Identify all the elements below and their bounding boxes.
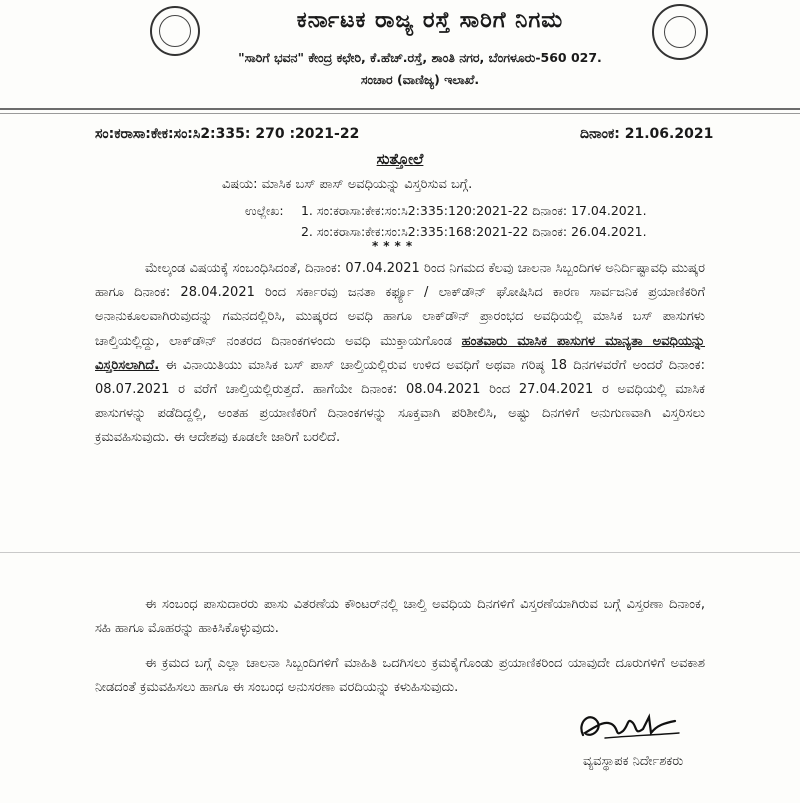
references-label: ಉಲ್ಲೇಖ:	[245, 203, 284, 218]
scan-fold-line	[0, 552, 800, 553]
signer-designation: ವ್ಯವಸ್ಥಾಪಕ ನಿರ್ದೇಶಕರು	[583, 754, 684, 769]
seal-emblem-icon	[664, 16, 696, 48]
organization-address: "ಸಾರಿಗೆ ಭವನ" ಕೇಂದ್ರ ಕಛೇರಿ, ಕೆ.ಹೆಚ್.ರಸ್ತೆ, ಶಾಂತಿ ನಗರ, ಬೆಂಗಳೂರು-560 027.	[238, 50, 602, 65]
document-date	[580, 126, 713, 142]
signature	[575, 705, 685, 745]
header-divider	[0, 108, 800, 110]
reference-item: 2. ಸಂ:ಕರಾಸಾ:ಕೇಕ:ಸಂ:ಸಿ2:335:168:2021-22 ದಿನಾಂಕ: 26.04.2021.	[300, 224, 647, 239]
reference-number: ಸಂ:ಕರಾಸಾ:ಕೇಕ:ಸಂ:ಸಿ2:335: 270 :2021-22	[95, 126, 360, 142]
body-paragraph-2: ಈ ಸಂಬಂಧ ಪಾಸುದಾರರು ಪಾಸು ವಿತರಣೆಯ ಕೌಂಟರ್‌ನಲ್ಲಿ ಚಾಲ್ತಿ ಅವಧಿಯ ದಿನಗಳಿಗೆ ವಿಸ್ತರಣೆಯಾಗಿರುವ ಬಗ್ಗೆ ವಿಸ್ತರಣಾ ದಿನಾಂಕ, ಸಹಿ ಹಾಗೂ ಮೊಹರನ್ನು ಹಾಕಿಸಿಕೊಳ್ಳುವುದು.	[95, 597, 705, 637]
highlighted-text: ಹಂತವಾರು ಮಾಸಿಕ ಪಾಸುಗಳ ಮಾನ್ಯತಾ ಅವಧಿಯನ್ನು ವಿಸ್ತರಿಸಲಾಗಿದೆ.	[95, 333, 705, 373]
body-paragraph-3: ಈ ಕ್ರಮದ ಬಗ್ಗೆ ಎಲ್ಲಾ ಚಾಲನಾ ಸಿಬ್ಬಂದಿಗಳಿಗೆ ಮಾಹಿತಿ ಒದಗಿಸಲು ಕ್ರಮಕೈಗೊಂಡು ಪ್ರಯಾಣಿಕರಿಂದ ಯಾವುದೇ ದೂರುಗಳಿಗೆ ಅವಕಾಶ ನೀಡದಂತೆ ಕ್ರಮವಹಿಸಲು ಹಾಗೂ ಈ ಸಂಬಂಧ ಅನುಸರಣಾ ವರದಿಯನ್ನು ಕಳುಹಿಸುವುದು.	[95, 656, 705, 696]
subject-line: ವಿಷಯ: ಮಾಸಿಕ ಬಸ್ ಪಾಸ್ ಅವಧಿಯನ್ನು ವಿಸ್ತರಿಸುವ ಬಗ್ಗೆ.	[222, 177, 473, 192]
circular-title: ಸುತ್ತೋಲೆ	[376, 150, 424, 168]
ksrtc-logo	[150, 6, 200, 56]
date-value: 21.06.2021	[624, 126, 714, 142]
header-divider-thin	[0, 113, 800, 114]
references	[245, 200, 647, 242]
body-paragraph-1: ಮೇಲ್ಕಂಡ ವಿಷಯಕ್ಕೆ ಸಂಬಂಧಿಸಿದಂತೆ, ದಿನಾಂಕ: 07.04.2021 ರಿಂದ ನಿಗಮದ ಕೆಲವು ಚಾಲನಾ ಸಿಬ್ಬಂದಿಗಳ ಅನಿರ್ದಿಷ್ಟಾವಧಿ ಮುಷ್ಕರ ಹಾಗೂ ದಿನಾಂಕ: 28.04.2021 ರಿಂದ ಸರ್ಕಾರವು ಜನತಾ ಕರ್ಫ್ಯೂ / ಲಾಕ್‌ಡೌನ್ ಘೋಷಿಸಿದ ಕಾರಣ ಸಾರ್ವಜನಿಕ ಪ್ರಯಾಣಿಕರಿಗೆ ಅನಾನುಕೂಲವಾಗಿರುವುದನ್ನು ಗಮನದಲ್ಲಿರಿಸಿ, ಮುಷ್ಕರದ ಅವಧಿ ಹಾಗೂ ಲಾಕ್‌ಡೌನ್ ಪ್ರಾರಂಭದ ಅವಧಿಯಲ್ಲಿ ಮಾಸಿಕ ಬಸ್ ಪಾಸುಗಳು ಚಾಲ್ತಿಯಲ್ಲಿದ್ದು, ಲಾಕ್‌ಡೌನ್ ನಂತರದ ದಿನಾಂಕಗಳಂದು ಅವಧಿ ಮುಕ್ತಾಯಗೊಂಡ ಹಂತವಾರು ಮಾಸಿಕ ಪಾಸುಗಳ ಮಾನ್ಯತಾ ಅವಧಿಯನ್ನು ವಿಸ್ತರಿಸಲಾಗಿದೆ. ಈ ವಿನಾಯಿತಿಯು ಮಾಸಿಕ ಬಸ್ ಪಾಸ್ ಚಾಲ್ತಿಯಲ್ಲಿರುವ ಉಳಿದ ಅವಧಿಗೆ ಅಥವಾ ಗರಿಷ್ಠ 18 ದಿನಗಳವರೆಗೆ ಅಂದರೆ ದಿನಾಂಕ: 08.07.2021 ರ ವರೆಗೆ ಚಾಲ್ತಿಯಲ್ಲಿರುತ್ತದೆ. ಹಾಗೆಯೇ ದಿನಾಂಕ: 08.04.2021 ರಿಂದ 27.04.2021 ರ ಅವಧಿಯಲ್ಲಿ ಮಾಸಿಕ ಪಾಸುಗಳನ್ನು ಪಡೆದಿದ್ದಲ್ಲಿ, ಅಂತಹ ಪ್ರಯಾಣಿಕರಿಗೆ ದಿನಾಂಕಗಳನ್ನು ಸೂಕ್ತವಾಗಿ ಪರಿಶೀಲಿಸಿ, ಅಷ್ಟು ದಿನಗಳಿಗೆ ಅನುಗುಣವಾಗಿ ವಿಸ್ತರಿಸಲು ಕ್ರಮವಹಿಸುವುದು. ಈ ಆದೇಶವು ಕೂಡಲೇ ಜಾರಿಗೆ ಬರಲಿದೆ.	[95, 261, 705, 446]
separator: ****	[372, 239, 418, 253]
reference-item: ಉಲ್ಲೇಖ: 1. ಸಂ:ಕರಾಸಾ:ಕೇಕ:ಸಂ:ಸಿ2:335:120:2021-22 ದಿನಾಂಕ: 17.04.2021.	[245, 200, 647, 221]
logo-emblem-icon	[159, 15, 191, 47]
organization-title: ಕರ್ನಾಟಕ ರಾಜ್ಯ ರಸ್ತೆ ಸಾರಿಗೆ ನಿಗಮ	[296, 8, 564, 33]
department-name: ಸಂಚಾರ (ವಾಣಿಜ್ಯ) ಇಲಾಖೆ.	[360, 72, 480, 87]
date-label: ದಿನಾಂಕ:	[580, 126, 620, 142]
